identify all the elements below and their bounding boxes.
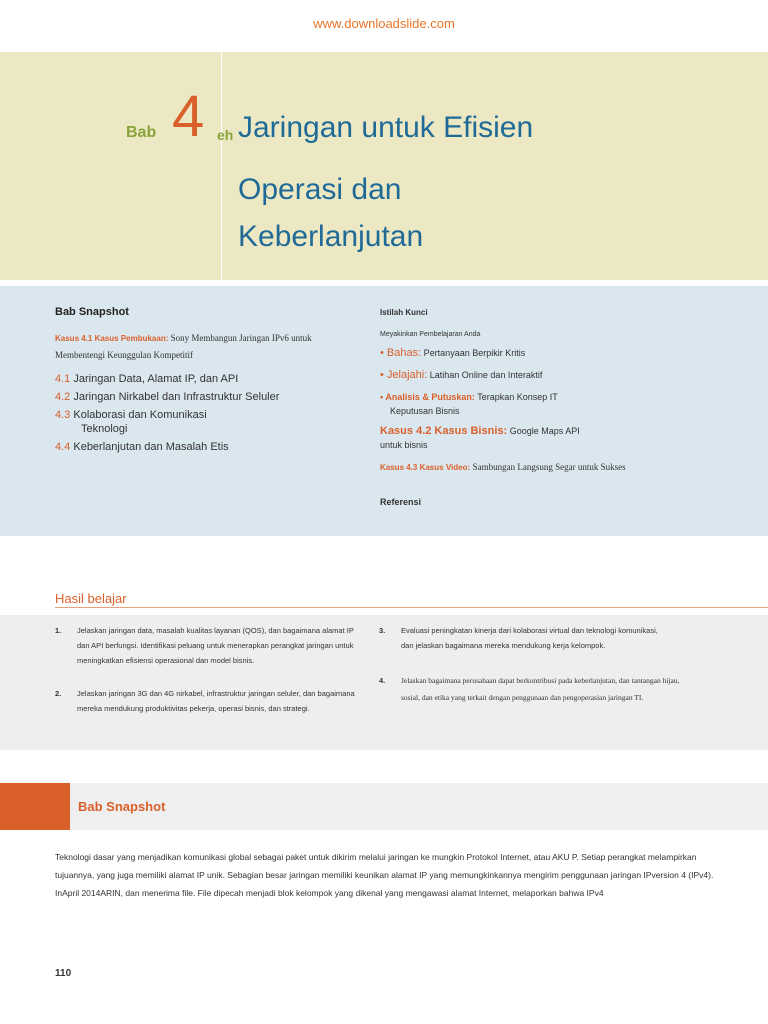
discuss-text: Pertanyaan Berpikir Kritis [423,348,526,358]
section-title: Keberlanjutan dan Masalah Etis [73,441,229,453]
video-case-label: Kasus 4.3 Kasus Video: [380,463,471,472]
outcome-number: 2. [55,689,62,698]
section-item [55,408,365,436]
business-case-text: Google Maps API [509,426,580,436]
chapter-bab-label: Bab [126,124,157,141]
opening-case [55,330,365,364]
discuss-label: • Bahas: [380,347,422,359]
opening-case-text: Sony Membangun Jaringan IPv6 untuk [170,333,312,343]
section-list [55,372,365,454]
snapshot-section-bar [0,783,768,830]
outcome-text: Evaluasi peningkatan kinerja dari kolaborasi virtual dan teknologi komunikasi, dan jelaskan bagaimana mereka mendukung kerja kelompok. [401,626,658,650]
references-heading: Referensi [380,497,422,507]
explore-item [380,368,720,382]
business-case-text-cont: untuk bisnis [380,440,428,450]
snapshot-accent-block [0,783,70,830]
outcome-item [55,623,362,668]
learning-outcomes-title: Hasil belajar [55,591,127,606]
video-case-text: Sambungan Langsung Segar untuk Sukses [472,462,626,472]
learning-outcomes-box [0,615,768,750]
section-title-cont: Teknologi [81,423,128,435]
snapshot-right-column [380,308,720,507]
band-divider [221,52,222,280]
section-title: Kolaborasi dan Komunikasi [73,409,207,421]
outcome-item [55,686,362,716]
chapter-eh-label: eh [217,127,234,143]
chapter-title-line-3: Keberlanjutan [238,220,424,253]
section-item [55,372,365,386]
outcome-number: 3. [379,626,386,635]
analyze-text-cont: Keputusan Bisnis [390,406,460,416]
discuss-item [380,346,720,360]
outcome-item [379,623,671,653]
outcome-item [379,672,681,706]
snapshot-heading: Bab Snapshot [55,306,129,318]
section-number: 4.4 [55,441,71,453]
section-number: 4.3 [55,409,71,421]
snapshot-left-column [55,306,365,458]
snapshot-body-paragraph: Teknologi dasar yang menjadikan komunikasi global sebagai paket untuk dikirim melalui jaringan ke mungkin Protokol Internet, atau AKU P. Setiap perangkat melampirkan tujuannya, yang juga memiliki alamat IP unik. Sebagian besar jaringan memiliki keunikan alamat IP yang memungkinkannya mengirim penggunaan jaringan IPversion 4 (IPv4). InApril 2014ARIN, dan menerima file. File dipecah menjadi blok kelompok yang dikenal yang mengawasi alamat Internet, melaporkan bahwa IPv4 [55,852,714,898]
chapter-header-band [0,52,768,280]
analyze-text: Terapkan Konsep IT [477,392,558,402]
explore-text: Latihan Online dan Interaktif [429,370,543,380]
outcome-text: Jelaskan jaringan data, masalah kualitas layanan (QOS), dan bagaimana alamat IP dan API berfungsi. Identifikasi peluang untuk menerapkan perangkat jaringan untuk meningkatkan efisiensi operasional dan model bisnis. [77,626,354,665]
analyze-item [380,390,720,418]
section-title: Jaringan Nirkabel dan Infrastruktur Seluler [73,391,280,403]
key-terms-heading: Istilah Kunci [380,308,428,317]
page-number: 110 [55,968,72,979]
opening-case-label: Kasus 4.1 Kasus Pembukaan: [55,334,169,343]
outcome-number: 4. [379,676,386,685]
section-item [55,390,365,404]
section-number: 4.1 [55,373,71,385]
section-number: 4.2 [55,391,71,403]
section-title: Jaringan Data, Alamat IP, dan API [73,373,239,385]
outcome-number: 1. [55,626,62,635]
opening-case-text-cont: Membentengi Keunggulan Kompetitif [55,350,193,360]
section-item [55,440,365,454]
learning-outcomes-rule [55,607,768,608]
outcome-text: Jelaskan bagaimana perusahaan dapat berkontribusi pada keberlanjutan, dan tantangan hijau, sosial, dan etika yang terkait dengan penggunaan dan pengoperasian jaringan TI. [401,676,680,702]
chapter-title-line-2: Operasi dan [238,173,402,206]
watermark-url: www.downloadslide.com [313,16,455,31]
chapter-snapshot-panel [0,286,768,536]
outcome-text: Jelaskan jaringan 3G dan 4G nirkabel, infrastruktur jaringan seluler, dan bagaimana mereka mendukung produktivitas pekerja, operasi bisnis, dan strategi. [77,689,355,713]
video-case-item [380,460,720,475]
business-case-item [380,424,720,452]
chapter-title-line-1: Jaringan untuk Efisien [238,111,534,144]
assurance-subheading: Meyakinkan Pembelajaran Anda [380,331,481,338]
explore-label: • Jelajahi: [380,369,428,381]
chapter-number: 4 [172,84,205,149]
business-case-label: Kasus 4.2 Kasus Bisnis: [380,425,508,437]
analyze-label: • Analisis & Putuskan: [380,392,475,402]
snapshot-section-label: Bab Snapshot [78,799,166,814]
